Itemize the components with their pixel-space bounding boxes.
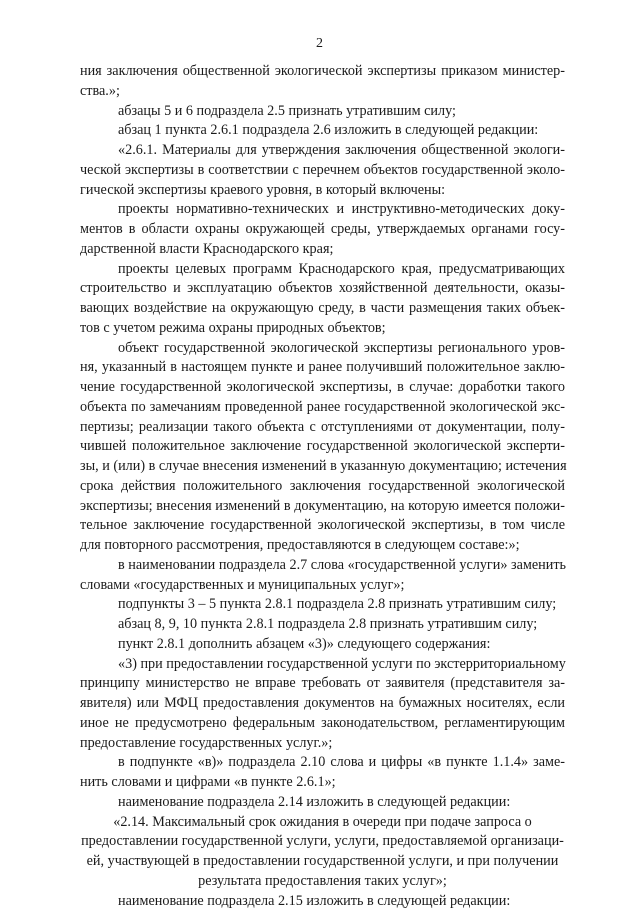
text-line: словами «государственных и муниципальных услуг»; [80, 576, 565, 596]
text-line: в подпункте «в)» подраздела 2.10 слова и цифры «в пункте 1.1.4» заме- [80, 753, 565, 773]
text-line: срока действия положительного заключения государственной экологической [80, 477, 565, 497]
text-line: «2.6.1. Материалы для утверждения заключения общественной экологи- [80, 141, 565, 161]
text-line: тов с учетом режима охраны природных объектов; [80, 319, 565, 339]
text-line: абзацы 5 и 6 подраздела 2.5 признать утратившим силу; [80, 102, 565, 122]
text-line: объекта по замечаниям проведенной ранее государственной экологической экс- [80, 398, 565, 418]
text-line: гической экспертизы краевого уровня, в который включены: [80, 181, 565, 201]
text-line: ей, участвующей в предоставлении государственной услуги, и при получении [80, 852, 565, 872]
text-line: объект государственной экологической экспертизы регионального уров- [80, 339, 565, 359]
text-line: ментов в области охраны окружающей среды, утверждаемых органами госу- [80, 220, 565, 240]
text-line: принципу министерство не вправе требовать от заявителя (представителя за- [80, 674, 565, 694]
text-line: для повторного рассмотрения, предоставляются в следующем составе:»; [80, 536, 565, 556]
text-line: пункт 2.8.1 дополнить абзацем «3)» следующего содержания: [80, 635, 565, 655]
text-line: «3) при предоставлении государственной услуги по экстерриториальному [80, 655, 565, 675]
text-line: абзац 8, 9, 10 пункта 2.8.1 подраздела 2.8 признать утратившим силу; [80, 615, 565, 635]
document-body [80, 62, 565, 911]
text-line: наименование подраздела 2.14 изложить в следующей редакции: [80, 793, 565, 813]
text-line: экспертизы; внесения изменений в документацию, на которую имеется положи- [80, 497, 565, 517]
text-line: проекты целевых программ Краснодарского края, предусматривающих [80, 260, 565, 280]
text-line: предоставлении государственной услуги, услуги, предоставляемой организаци- [80, 832, 565, 852]
text-line: строительство и эксплуатацию объектов хозяйственной деятельности, оказы- [80, 279, 565, 299]
text-line: проекты нормативно-технических и инструктивно-методических доку- [80, 200, 565, 220]
text-line: наименование подраздела 2.15 изложить в следующей редакции: [80, 892, 565, 911]
text-line: подпункты 3 – 5 пункта 2.8.1 подраздела 2.8 признать утратившим силу; [80, 595, 565, 615]
text-line: вающих воздействие на окружающую среду, в части размещения таких объек- [80, 299, 565, 319]
text-line: в наименовании подраздела 2.7 слова «государственной услуги» заменить [80, 556, 565, 576]
text-line: чение государственной экологической экспертизы, в случае: доработки такого [80, 378, 565, 398]
text-line: абзац 1 пункта 2.6.1 подраздела 2.6 изложить в следующей редакции: [80, 121, 565, 141]
text-line: «2.14. Максимальный срок ожидания в очереди при подаче запроса о [80, 813, 565, 833]
text-line: явителя) или МФЦ предоставления документов на бумажных носителях, если [80, 694, 565, 714]
text-line: ческой экспертизы в соответствии с перечнем объектов государственной эколо- [80, 161, 565, 181]
text-line: ства.»; [80, 82, 565, 102]
page-number: 2 [0, 36, 639, 52]
text-line: пертизы; реализации такого объекта с отступлениями от документации, полу- [80, 418, 565, 438]
text-line: предоставление государственных услуг.»; [80, 734, 565, 754]
text-line: тельное заключение государственной экологической экспертизы, в том числе [80, 516, 565, 536]
text-line: зы, и (или) в случае внесения изменений в указанную документацию; истечения [80, 457, 565, 477]
text-line: нить словами и цифрами «в пункте 2.6.1»; [80, 773, 565, 793]
text-line: ния заключения общественной экологической экспертизы приказом министер- [80, 62, 565, 82]
text-line: дарственной власти Краснодарского края; [80, 240, 565, 260]
text-line: чившей положительное заключение государственной экологической эксперти- [80, 437, 565, 457]
text-line: ня, указанный в настоящем пункте и ранее получивший положительное заклю- [80, 358, 565, 378]
text-line: результата предоставления таких услуг»; [80, 872, 565, 892]
text-line: иное не предусмотрено федеральным законодательством, регламентирующим [80, 714, 565, 734]
